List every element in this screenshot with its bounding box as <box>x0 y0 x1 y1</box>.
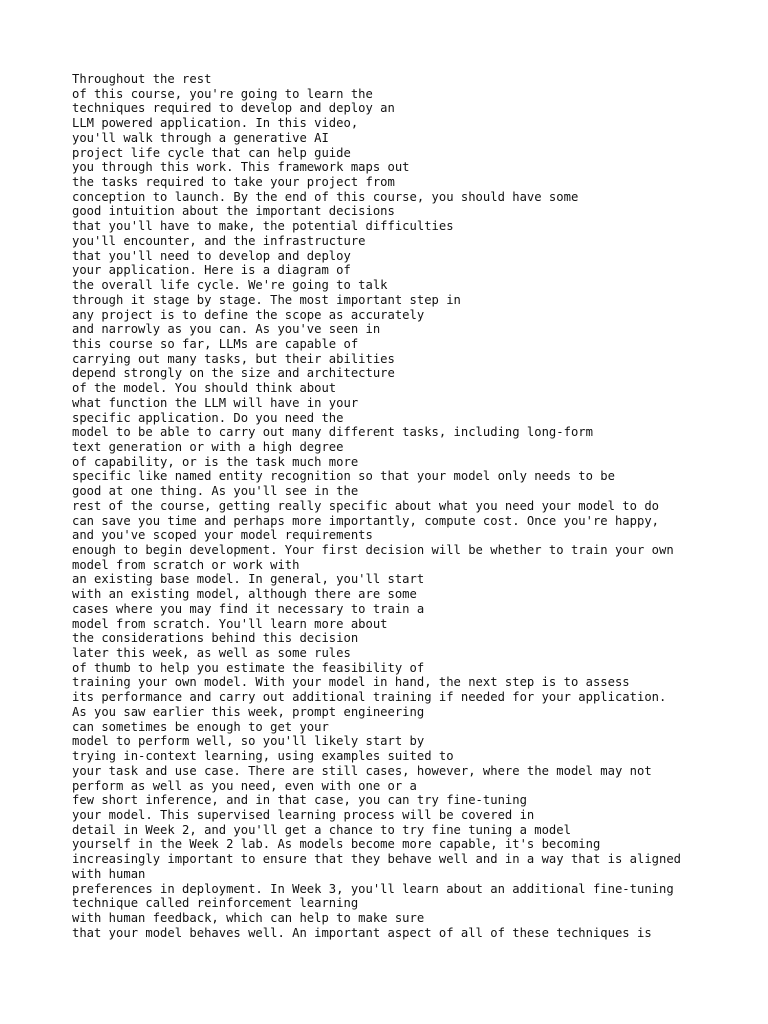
transcript-line: what function the LLM will have in your <box>72 395 359 410</box>
transcript-line: training your own model. With your model in hand, the next step is to assess <box>72 675 630 690</box>
transcript-line: depend strongly on the size and architecture <box>72 366 395 381</box>
transcript-line: its performance and carry out additional training if needed for your application. <box>72 690 667 705</box>
transcript-line: trying in-context learning, using examples suited to <box>72 749 454 764</box>
transcript-line: with human feedback, which can help to make sure <box>72 910 425 925</box>
transcript-line: specific like named entity recognition so that your model only needs to be <box>72 469 615 484</box>
transcript-line: model to perform well, so you'll likely start by <box>72 734 425 749</box>
transcript-line: you'll encounter, and the infrastructure <box>72 233 366 248</box>
transcript-line: with human <box>72 866 146 881</box>
transcript-line: text generation or with a high degree <box>72 439 344 454</box>
transcript-line: can sometimes be enough to get your <box>72 719 329 734</box>
transcript-line: and you've scoped your model requirements <box>72 528 373 543</box>
transcript-line: increasingly important to ensure that they behave well and in a way that is aligned <box>72 852 682 867</box>
transcript-line: an existing base model. In general, you'll start <box>72 572 425 587</box>
transcript-line: preferences in deployment. In Week 3, you'll learn about an additional fine-tuning <box>72 881 674 896</box>
transcript-line: Throughout the rest <box>72 72 212 86</box>
transcript-line: enough to begin development. Your first decision will be whether to train your own <box>72 543 674 557</box>
transcript-line: yourself in the Week 2 lab. As models become more capable, it's becoming <box>72 837 601 852</box>
transcript-line: of this course, you're going to learn the <box>72 86 373 101</box>
transcript-line: conception to launch. By the end of this course, you should have some <box>72 189 579 204</box>
transcript-line: with an existing model, although there are some <box>72 587 417 602</box>
transcript-line: any project is to define the scope as accurately <box>72 307 425 322</box>
transcript-line: As you saw earlier this week, prompt engineering <box>72 704 425 719</box>
transcript-line: project life cycle that can help guide <box>72 145 351 160</box>
transcript-line: can save you time and perhaps more importantly, compute cost. Once you're happy, <box>72 513 659 528</box>
transcript-line: model from scratch or work with <box>72 557 300 572</box>
transcript-line: this course so far, LLMs are capable of <box>72 336 359 351</box>
transcript-line: the overall life cycle. We're going to talk <box>72 278 388 293</box>
transcript-line: that your model behaves well. An important aspect of all of these techniques is <box>72 925 652 940</box>
transcript-line: of the model. You should think about <box>72 381 337 396</box>
transcript-line: model from scratch. You'll learn more about <box>72 616 388 631</box>
transcript-line: the considerations behind this decision <box>72 631 359 646</box>
transcript-line: cases where you may find it necessary to train a <box>72 601 425 616</box>
transcript-line: detail in Week 2, and you'll get a chance to try fine tuning a model <box>72 822 571 837</box>
transcript-line: of capability, or is the task much more <box>72 454 359 469</box>
transcript-line: your task and use case. There are still cases, however, where the model may not <box>72 763 652 778</box>
transcript-line: good intuition about the important decisions <box>72 204 395 219</box>
transcript-line: you through this work. This framework maps out <box>72 160 410 175</box>
transcript-line: good at one thing. As you'll see in the <box>72 484 359 499</box>
transcript-line: model to be able to carry out many different tasks, including long-form <box>72 425 593 440</box>
transcript-line: you'll walk through a generative AI <box>72 130 329 145</box>
transcript-line: perform as well as you need, even with one or a <box>72 778 417 793</box>
transcript-line: techniques required to develop and deploy an <box>72 101 395 116</box>
transcript-line: that you'll have to make, the potential difficulties <box>72 219 454 234</box>
transcript-line: of thumb to help you estimate the feasibility of <box>72 660 425 675</box>
transcript-line: technique called reinforcement learning <box>72 896 359 911</box>
transcript-line: specific application. Do you need the <box>72 410 344 425</box>
transcript-line: carrying out many tasks, but their abilities <box>72 351 395 366</box>
transcript-line: the tasks required to take your project from <box>72 175 395 190</box>
transcript-line: your application. Here is a diagram of <box>72 263 351 278</box>
transcript-line: few short inference, and in that case, you can try fine-tuning <box>72 793 527 808</box>
transcript-text <box>72 72 752 940</box>
transcript-line: and narrowly as you can. As you've seen in <box>72 322 381 337</box>
transcript-line: LLM powered application. In this video, <box>72 116 359 131</box>
transcript-line: your model. This supervised learning process will be covered in <box>72 807 535 822</box>
transcript-line: through it stage by stage. The most important step in <box>72 292 461 307</box>
transcript-line: later this week, as well as some rules <box>72 646 351 661</box>
transcript-line: rest of the course, getting really specific about what you need your model to do <box>72 498 659 513</box>
transcript-line: that you'll need to develop and deploy <box>72 248 351 263</box>
